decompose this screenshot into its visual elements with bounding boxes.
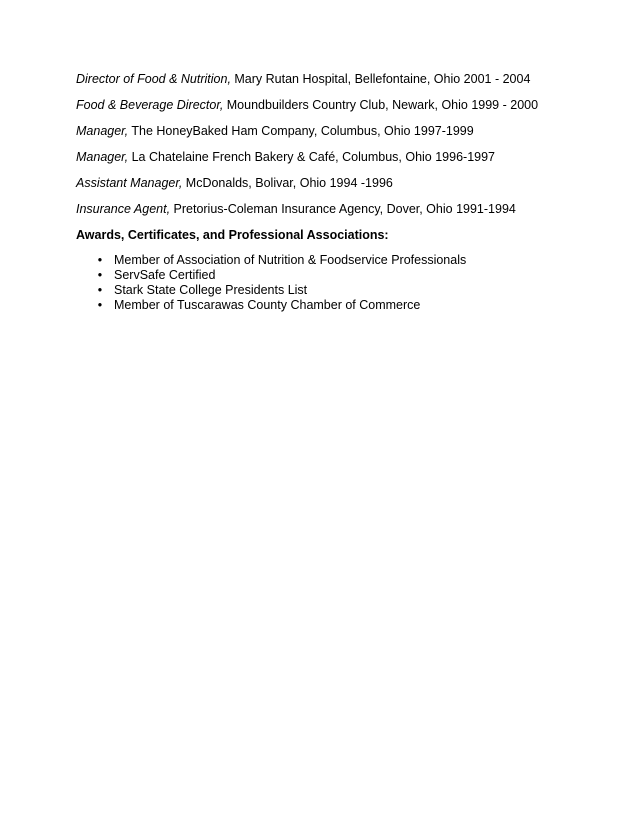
awards-heading: Awards, Certificates, and Professional Associations:	[76, 228, 389, 242]
experience-entry	[76, 202, 596, 217]
award-text: Member of Tuscarawas County Chamber of Commerce	[114, 298, 421, 312]
awards-list	[76, 253, 596, 313]
list-item	[76, 298, 596, 313]
bullet-icon: •	[97, 298, 103, 312]
bullet-icon: •	[97, 283, 103, 297]
bullet-icon: •	[97, 268, 103, 282]
job-title: Assistant Manager,	[76, 176, 183, 190]
experience-entry	[76, 176, 596, 191]
resume-content	[76, 72, 596, 313]
job-details: The HoneyBaked Ham Company, Columbus, Ohio 1997-1999	[128, 124, 474, 138]
experience-entry	[76, 98, 596, 113]
job-details: Pretorius-Coleman Insurance Agency, Dover, Ohio 1991-1994	[170, 202, 516, 216]
job-details: McDonalds, Bolivar, Ohio 1994 -1996	[182, 176, 393, 190]
experience-entry	[76, 124, 596, 139]
list-item	[76, 283, 596, 298]
job-title: Director of Food & Nutrition,	[76, 72, 231, 86]
job-title: Insurance Agent,	[76, 202, 171, 216]
job-title: Manager,	[76, 150, 129, 164]
job-details: Mary Rutan Hospital, Bellefontaine, Ohio 2001 - 2004	[230, 72, 531, 86]
award-text: ServSafe Certified	[114, 268, 216, 282]
list-item	[76, 268, 596, 283]
award-text: Stark State College Presidents List	[114, 283, 308, 297]
job-title: Manager,	[76, 124, 129, 138]
experience-entry	[76, 150, 596, 165]
experience-entry	[76, 72, 596, 87]
award-text: Member of Association of Nutrition & Foodservice Professionals	[114, 253, 467, 267]
job-title: Food & Beverage Director,	[76, 98, 224, 112]
list-item	[76, 253, 596, 268]
job-details: Moundbuilders Country Club, Newark, Ohio 1999 - 2000	[223, 98, 539, 112]
job-details: La Chatelaine French Bakery & Café, Columbus, Ohio 1996-1997	[128, 150, 496, 164]
bullet-icon: •	[97, 253, 103, 267]
